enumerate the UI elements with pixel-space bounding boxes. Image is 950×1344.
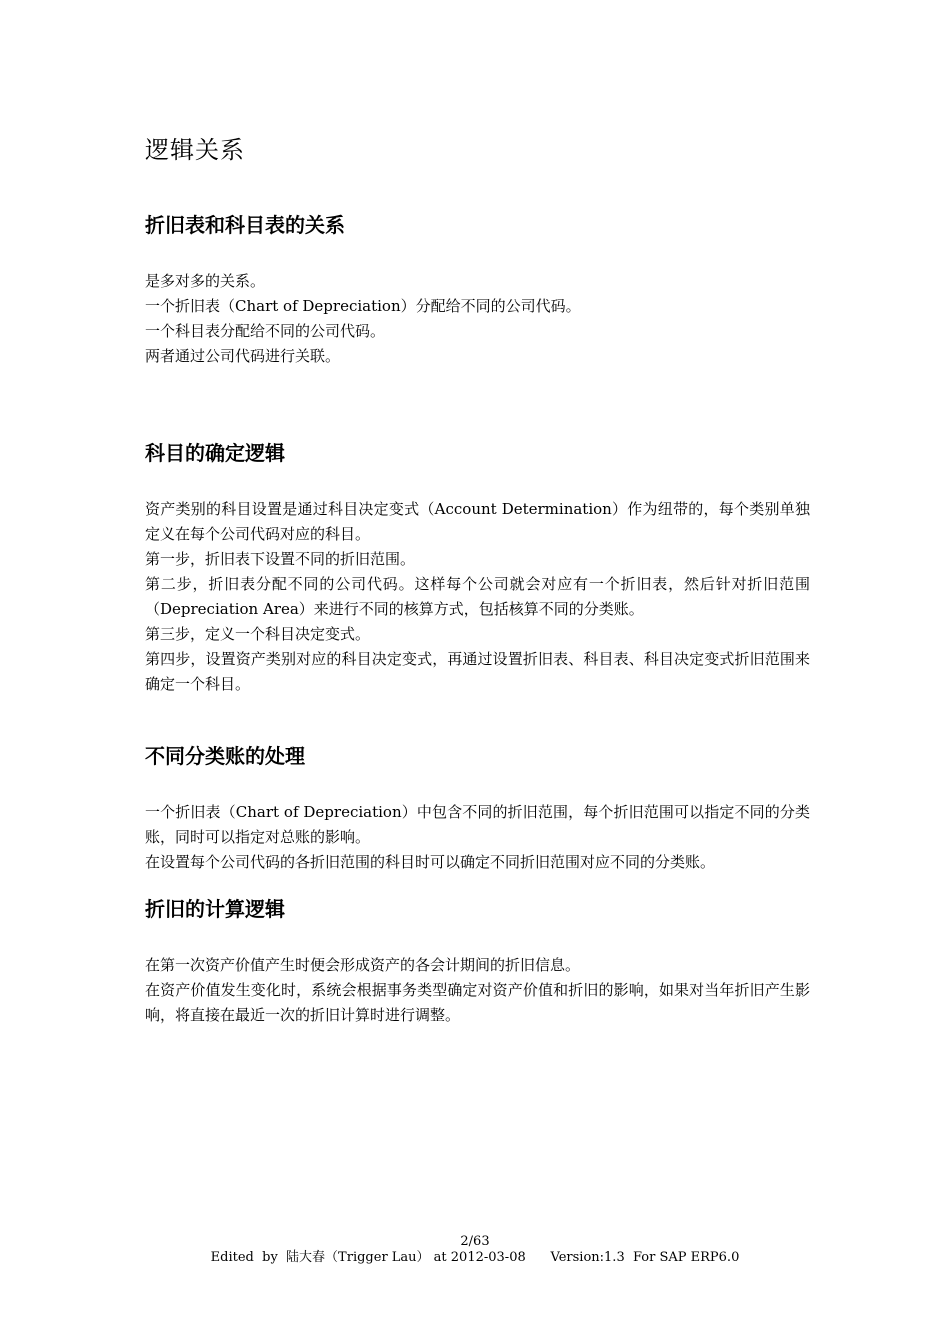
- section-heading-account-determination: 科目的确定逻辑: [145, 441, 285, 465]
- section-body-ledger-handling: [145, 800, 810, 875]
- paragraph: 一个折旧表（Chart of Depreciation）中包含不同的折旧范围，每个折旧范围可以指定不同的分类账，同时可以指定对总账的影响。: [145, 803, 810, 846]
- paragraph: 资产类别的科目设置是通过科目决定变式（Account Determination）作为纽带的，每个类别单独定义在每个公司代码对应的科目。: [145, 500, 810, 543]
- paragraph: 是多对多的关系。: [145, 272, 266, 290]
- section-heading-depreciation-calculation: 折旧的计算逻辑: [145, 897, 285, 921]
- paragraph: 一个折旧表（Chart of Depreciation）分配给不同的公司代码。: [145, 297, 581, 315]
- section-heading-ledger-handling: 不同分类账的处理: [145, 744, 305, 768]
- paragraph: 两者通过公司代码进行关联。: [145, 347, 341, 365]
- paragraph: 第二步，折旧表分配不同的公司代码。这样每个公司就会对应有一个折旧表，然后针对折旧范围（Depreciation Area）来进行不同的核算方式，包括核算不同的分类账。: [145, 575, 810, 618]
- page-number: 2/63: [460, 1234, 490, 1249]
- paragraph: 在资产价值发生变化时，系统会根据事务类型确定对资产价值和折旧的影响，如果对当年折旧产生影响，将直接在最近一次的折旧计算时进行调整。: [145, 981, 810, 1024]
- page-content: [145, 133, 810, 1028]
- paragraph: 第一步，折旧表下设置不同的折旧范围。: [145, 550, 416, 568]
- paragraph: 在第一次资产价值产生时便会形成资产的各会计期间的折旧信息。: [145, 956, 581, 974]
- footer-edit-info: Edited by 陆大春（Trigger Lau） at 2012-03-08 Version:1.3 For SAP ERP6.0: [210, 1250, 740, 1265]
- paragraph: 第三步，定义一个科目决定变式。: [145, 625, 371, 643]
- section-body-chart-relation: [145, 269, 810, 369]
- paragraph: 在设置每个公司代码的各折旧范围的科目时可以确定不同折旧范围对应不同的分类账。: [145, 853, 716, 871]
- section-body-account-determination: [145, 497, 810, 697]
- section-body-depreciation-calculation: [145, 953, 810, 1028]
- page-title: 逻辑关系: [145, 136, 245, 164]
- paragraph: 一个科目表分配给不同的公司代码。: [145, 322, 386, 340]
- section-heading-chart-relation: 折旧表和科目表的关系: [145, 213, 345, 237]
- paragraph: 第四步，设置资产类别对应的科目决定变式，再通过设置折旧表、科目表、科目决定变式折旧范围来确定一个科目。: [145, 650, 810, 693]
